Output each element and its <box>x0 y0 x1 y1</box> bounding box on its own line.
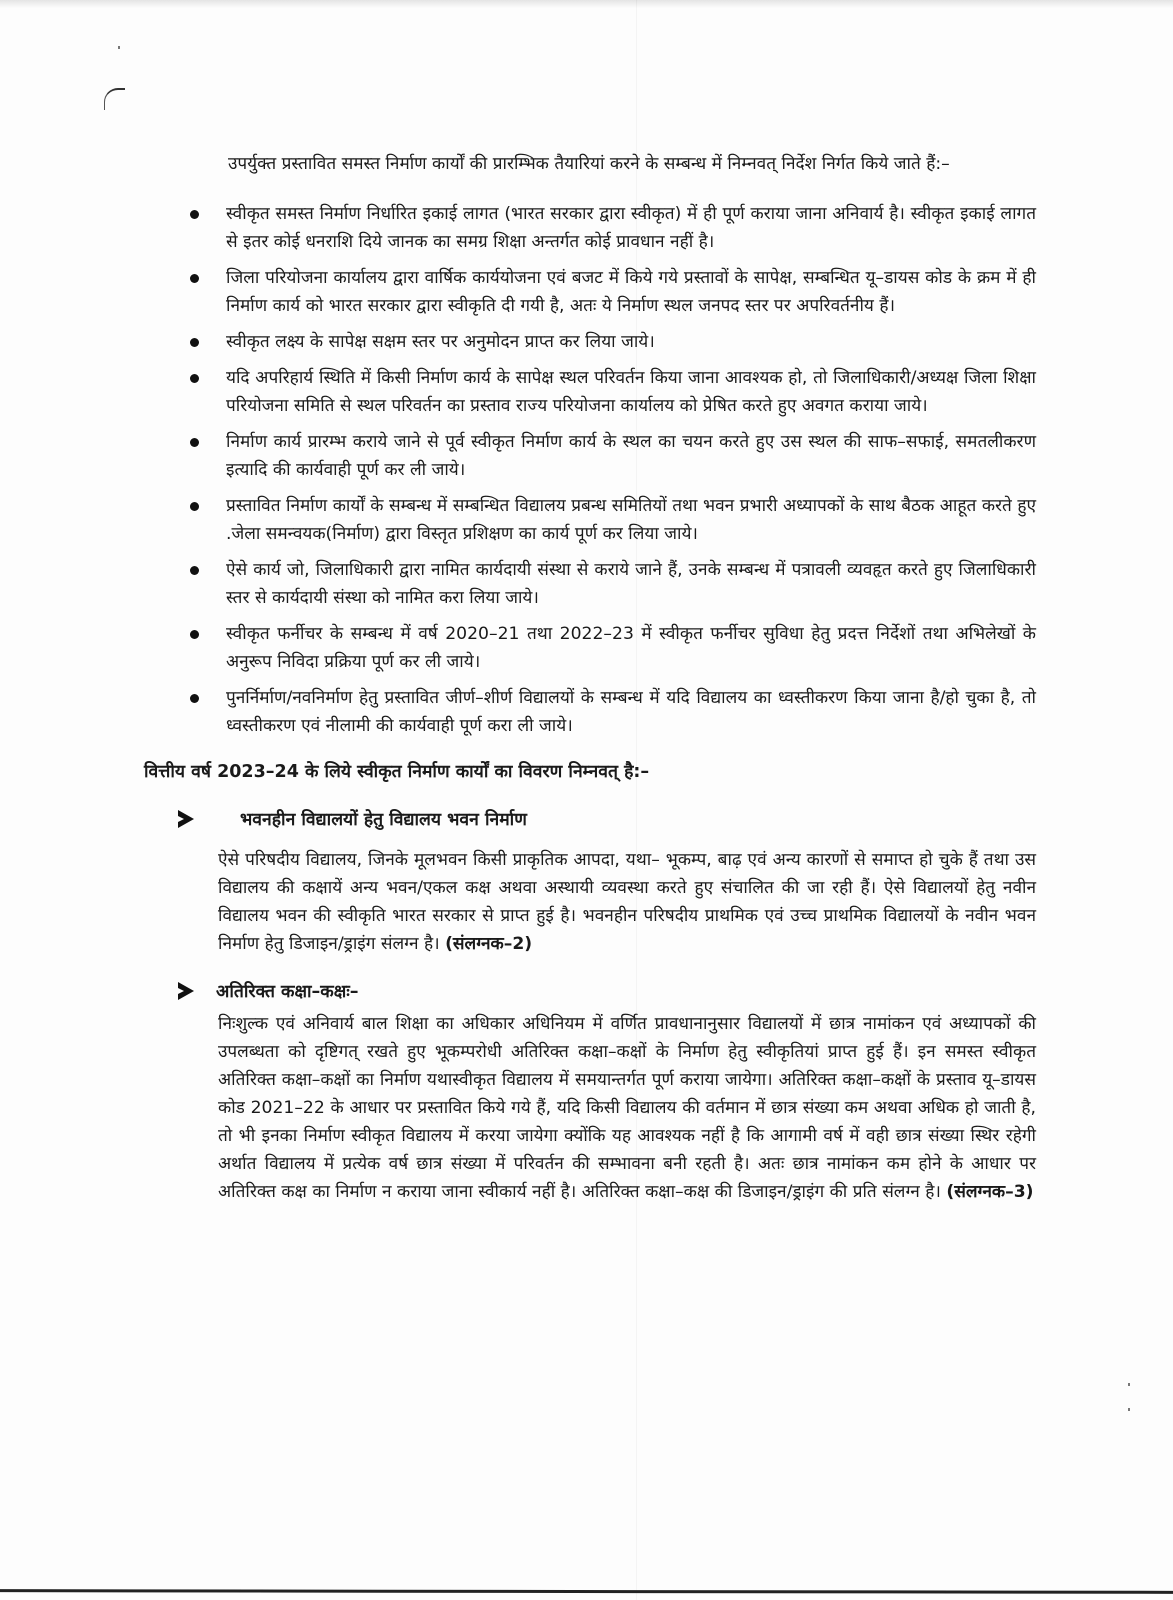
subsection-body <box>218 1010 1036 1206</box>
annexure-reference: (संलग्नक–3) <box>946 1182 1034 1202</box>
staple-mark <box>104 88 125 110</box>
directive-item <box>146 200 1036 256</box>
directive-item <box>146 556 1036 612</box>
directive-text: स्वीकृत फर्नीचर के सम्बन्ध में वर्ष 2020–21 तथा 2022–23 में स्वीकृत फर्नीचर सुविधा हेतु प्रदत्त निर्देशों तथा अभिलेखों के अनुरूप निविदा प्रक्रिया पूर्ण कर ली जाये। <box>226 624 1036 672</box>
directive-item <box>146 492 1036 548</box>
scan-edge-shadow <box>0 0 1173 8</box>
subsection-text: ऐसे परिषदीय विद्यालय, जिनके मूलभवन किसी प्राकृतिक आपदा, यथा– भूकम्प, बाढ़ एवं अन्य कारणों से समाप्त हो चुके हैं तथा उस विद्यालय की कक्षायें अन्य भवन/एकल कक्ष अथवा अस्थायी व्यवस्था करते हुए संचालित की जा रही हैं। ऐसे विद्यालयों हेतु नवीन विद्यालय भवन की स्वीकृति भारत सरकार से प्राप्त हुई है। भवनहीन परिषदीय प्राथमिक एवं उच्च प्राथमिक विद्यालयों के नवीन भवन निर्माण हेतु डिजाइन/ड्राइंग संलग्न है। <box>218 850 1036 954</box>
subsection-title: भवनहीन विद्यालयों हेतु विद्यालय भवन निर्माण <box>240 810 527 830</box>
intro-paragraph: उपर्युक्त प्रस्तावित समस्त निर्माण कार्यों की प्रारम्भिक तैयारियां करने के सम्बन्ध में निम्नवत् निर्देश निर्गत किये जाते हैं:– <box>228 154 950 174</box>
subsection-additional-classrooms <box>146 978 1036 1206</box>
subsection-school-building <box>146 806 1036 958</box>
directive-item <box>146 264 1036 320</box>
directive-text: प्रस्तावित निर्माण कार्यों के सम्बन्ध में सम्बन्धित विद्यालय प्रबन्ध समितियों तथा भवन प्रभारी अध्यापकों के साथ बैठक आहूत करते हुए .जेला समन्वयक(निर्माण) द्वारा विस्तृत प्रशिक्षण का कार्य पूर्ण कर लिया जाये। <box>226 496 1036 544</box>
bullet-icon <box>190 566 199 575</box>
directive-text: पुनर्निर्माण/नवनिर्माण हेतु प्रस्तावित जीर्ण–शीर्ण विद्यालयों के सम्बन्ध में यदि विद्यालय का ध्वस्तीकरण किया जाना है/हो चुका है, तो ध्वस्तीकरण एवं नीलामी की कार्यवाही पूर्ण करा ली जाये। <box>226 688 1036 736</box>
scan-speck <box>1128 1408 1130 1411</box>
page-bottom-edge <box>0 1589 1173 1594</box>
subsection-heading <box>178 978 1036 1006</box>
bullet-icon <box>190 502 199 511</box>
bullet-icon <box>190 694 199 703</box>
directive-item <box>146 684 1036 740</box>
subsection-body <box>218 846 1036 958</box>
bullet-icon <box>190 438 199 447</box>
directive-text: ऐसे कार्य जो, जिलाधिकारी द्वारा नामित कार्यदायी संस्था से कराये जाने हैं, उनके सम्बन्ध में पत्रावली व्यवहृत करते हुए जिलाधिकारी स्तर से कार्यदायी संस्था को नामित करा लिया जाये। <box>226 560 1036 608</box>
bullet-icon <box>190 630 199 639</box>
directive-text: स्वीकृत समस्त निर्माण निर्धारित इकाई लागत (भारत सरकार द्वारा स्वीकृत) में ही पूर्ण कराया जाना अनिवार्य है। स्वीकृत इकाई लागत से इतर कोई धनराशि दिये जानक का समग्र शिक्षा अन्तर्गत कोई प्रावधान नहीं है। <box>226 204 1036 252</box>
section-heading: वित्तीय वर्ष 2023–24 के लिये स्वीकृत निर्माण कार्यों का विवरण निम्नवत् है:– <box>144 762 650 782</box>
directive-item <box>146 620 1036 676</box>
directive-item <box>146 328 1036 356</box>
document-body <box>146 150 1036 1206</box>
subsection-text: निःशुल्क एवं अनिवार्य बाल शिक्षा का अधिकार अधिनियम में वर्णित प्रावधानानुसार विद्यालयों में छात्र नामांकन एवं अध्यापकों की उपलब्धता को दृष्टिगत् रखते हुए भूकम्परोधी अतिरिक्त कक्षा–कक्षों के निर्माण हेतु स्वीकृतियां प्राप्त हुई हैं। इन समस्त स्वीकृत अतिरिक्त कक्षा–कक्षों का निर्माण यथास्वीकृत विद्यालय में समयान्तर्गत पूर्ण कराया जायेगा। अतिरिक्त कक्षा–कक्षों के प्रस्ताव यू–डायस कोड 2021–22 के आधार पर प्रस्तावित किये गये हैं, यदि किसी विद्यालय की वर्तमान में छात्र संख्या कम अथवा अधिक हो जाती है, तो भी इनका निर्माण स्वीकृत विद्यालय में करया जायेगा क्योंकि यह आवश्यक नहीं है कि आगामी वर्ष में वही छात्र संख्या स्थिर रहेगी अर्थात विद्यालय में प्रत्येक वर्ष छात्र संख्या में परिवर्तन की सम्भावना बनी रहती है। अतः छात्र नामांकन कम होने के आधार पर अतिरिक्त कक्ष का निर्माण न कराया जाना स्वीकार्य नहीं है। अतिरिक्त कक्षा–कक्ष की डिजाइन/ड्राइंग की प्रति संलग्न है। <box>218 1014 1036 1202</box>
directive-text: यदि अपरिहार्य स्थिति में किसी निर्माण कार्य के सापेक्ष स्थल परिवर्तन किया जाना आवश्यक हो, तो जिलाधिकारी/अध्यक्ष जिला शिक्षा परियोजना समिति से स्थल परिवर्तन का प्रस्ताव राज्य परियोजना कार्यालय को प्रेषित करते हुए अवगत कराया जाये। <box>226 368 1036 416</box>
directive-text: स्वीकृत लक्ष्य के सापेक्ष सक्षम स्तर पर अनुमोदन प्राप्त कर लिया जाये। <box>226 332 655 352</box>
arrowhead-icon <box>178 982 194 1000</box>
directive-text: निर्माण कार्य प्रारम्भ कराये जाने से पूर्व स्वीकृत निर्माण कार्य के स्थल का चयन करते हुए उस स्थल की साफ–सफाई, समतलीकरण इत्यादि की कार्यवाही पूर्ण कर ली जाये। <box>226 432 1036 480</box>
directive-item <box>146 364 1036 420</box>
bullet-icon <box>190 274 199 283</box>
bullet-icon <box>190 210 199 219</box>
bullet-icon <box>190 374 199 383</box>
directive-text: जिला परियोजना कार्यालय द्वारा वार्षिक कार्ययोजना एवं बजट में किये गये प्रस्तावों के सापेक्ष, सम्बन्धित यू–डायस कोड के क्रम में ही निर्माण कार्य को भारत सरकार द्वारा स्वीकृति दी गयी है, अतः ये निर्माण स्थल जनपद स्तर पर अपरिवर्तनीय हैं। <box>226 268 1036 316</box>
subsection-heading <box>178 806 1036 834</box>
annexure-reference: (संलग्नक–2) <box>445 934 533 954</box>
arrowhead-icon <box>178 810 194 828</box>
subsection-title: अतिरिक्त कक्षा–कक्षः– <box>216 982 359 1002</box>
directive-item <box>146 428 1036 484</box>
scan-speck <box>1128 1383 1130 1386</box>
bullet-icon <box>190 338 199 347</box>
directives-list <box>146 200 1036 740</box>
scan-speck <box>118 46 120 49</box>
